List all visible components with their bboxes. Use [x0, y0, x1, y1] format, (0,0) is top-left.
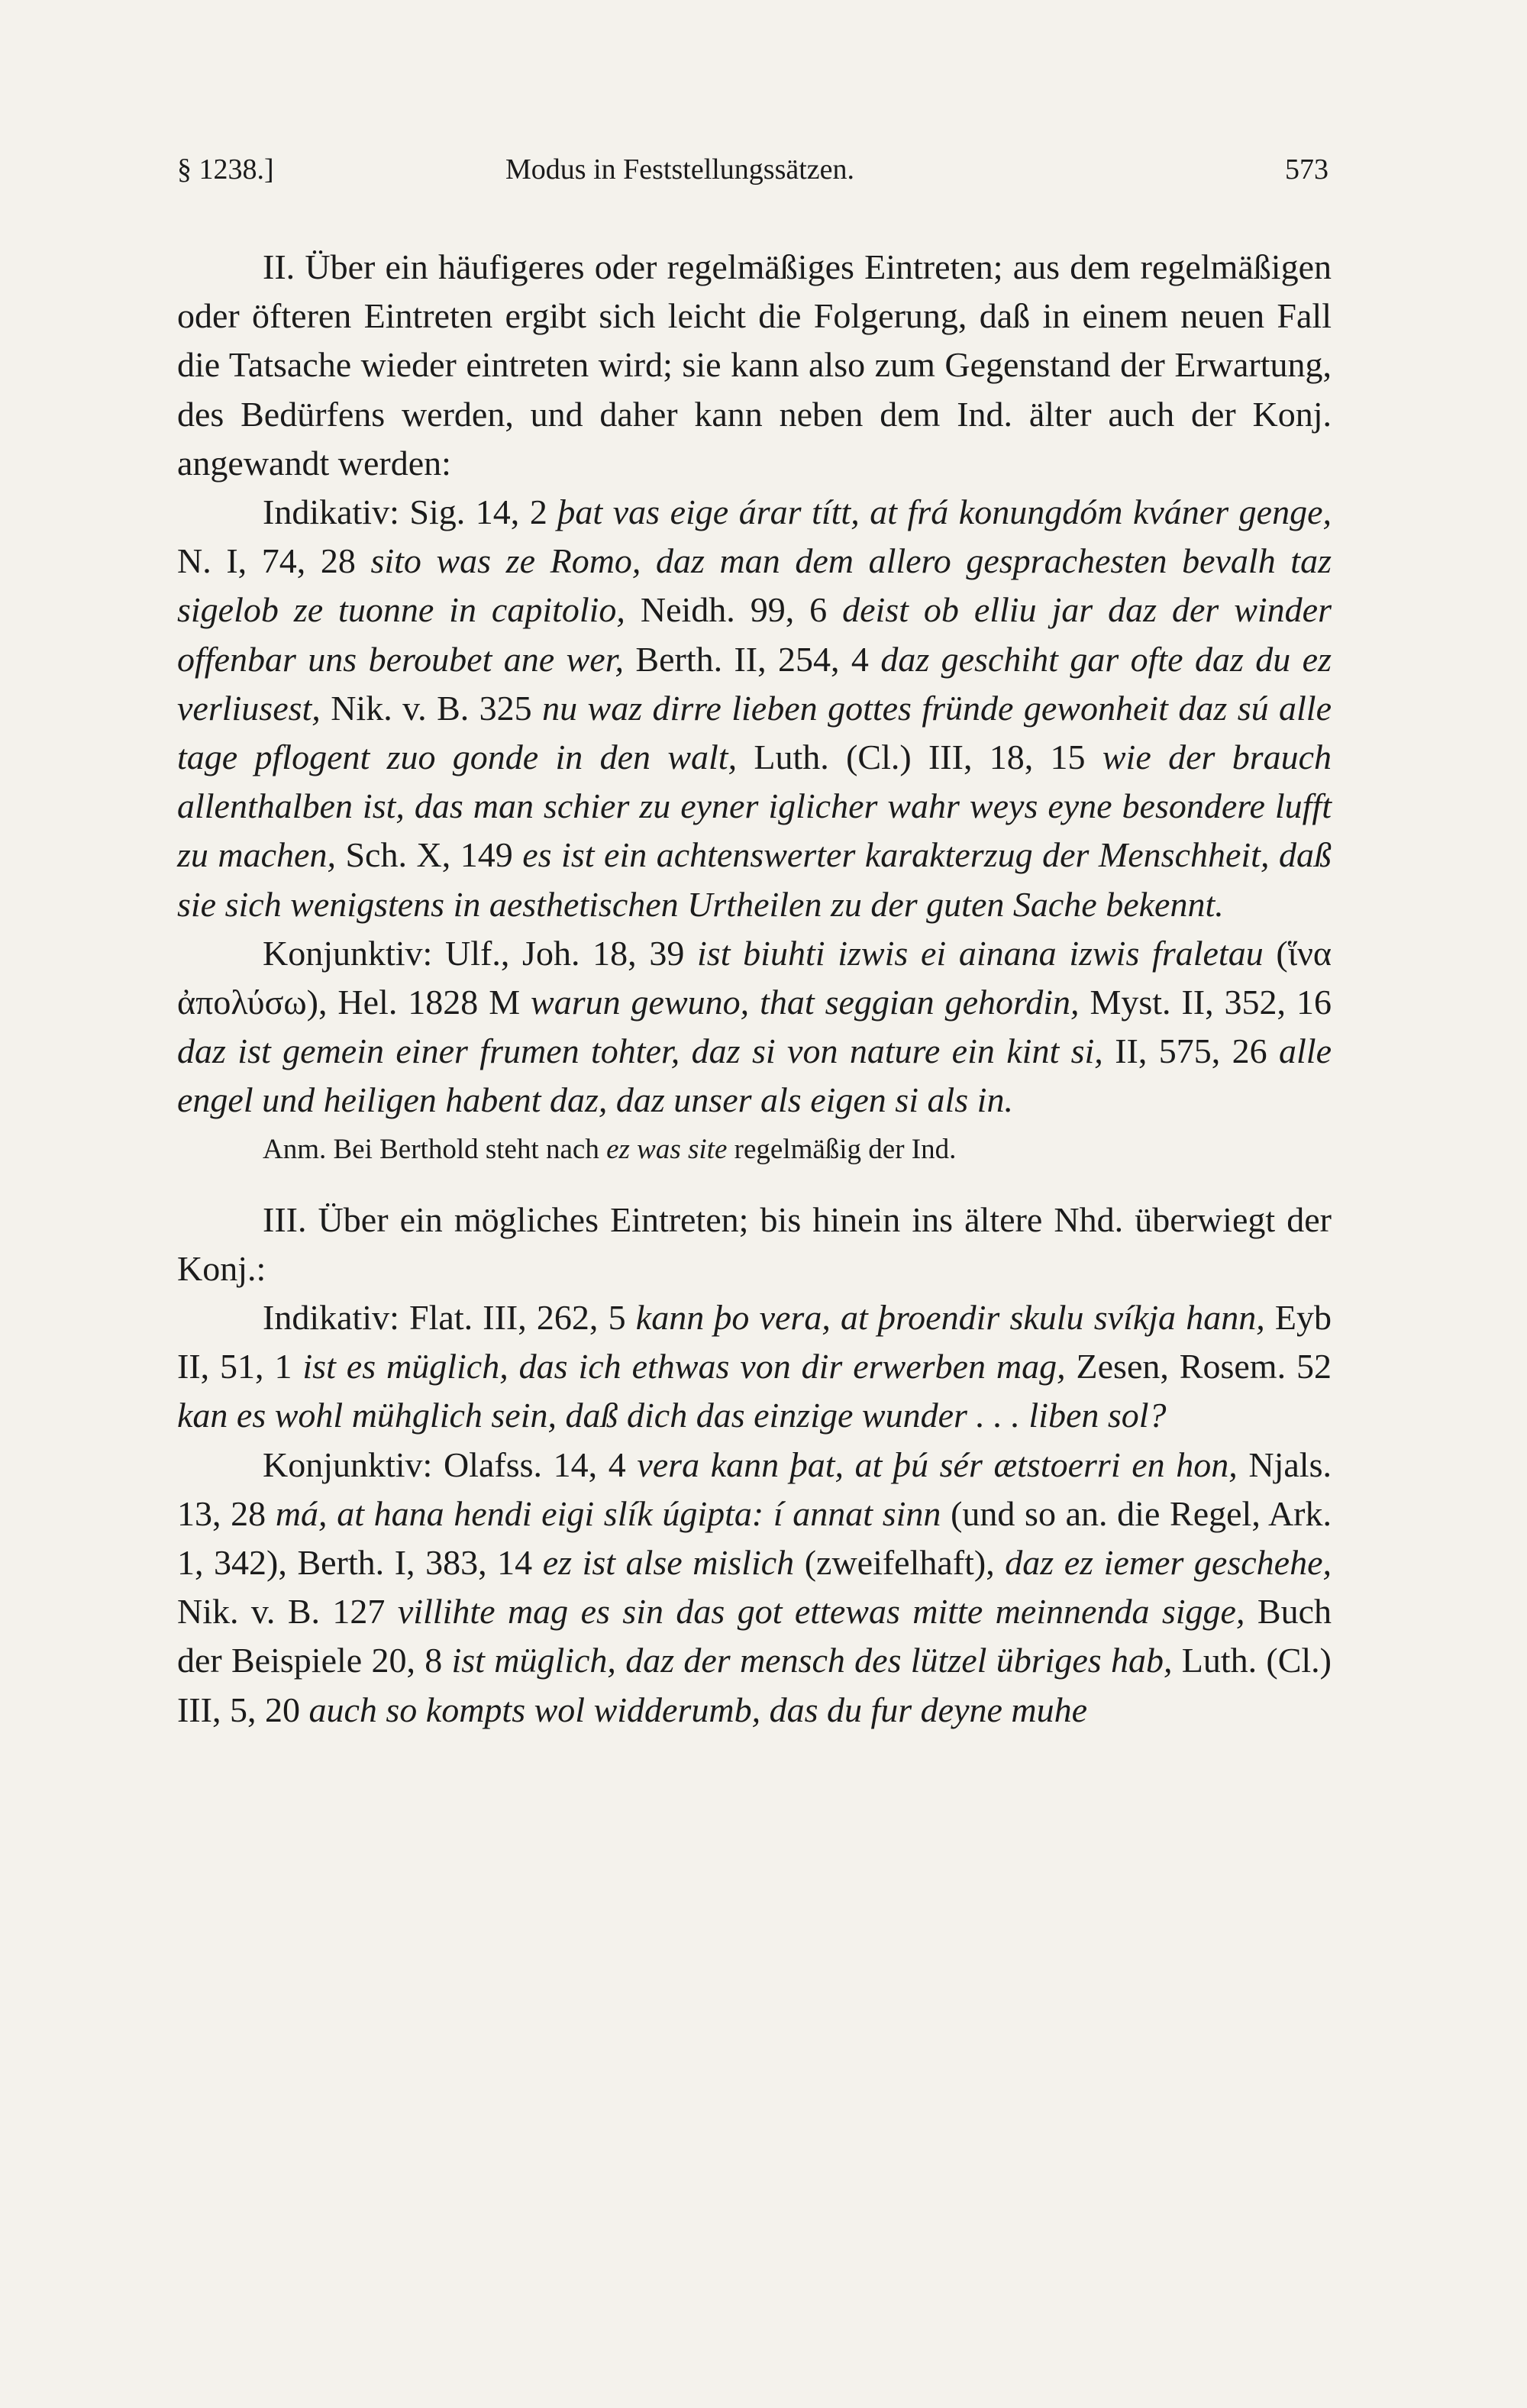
paragraph-ii: II. Über ein häufigeres oder regelmäßiges Eintreten; aus dem regelmäßigen oder öfteren Eintreten ergibt sich leicht die Folgerung, daß in einem neuen Fall die Tatsache wieder eintreten wird; sie kann also zum Gegenstand der Erwartung, des Bedürfens werden, und daher kann neben dem Ind. älter auch der Konj. angewandt werden: [177, 247, 1332, 483]
quotation: þat vas eige árar títt, at frá konungdóm kváner genge, [557, 492, 1332, 532]
text-run: (und so an. die Regel, Ark. 1, 342), Berth. I, 383, 14 [177, 1493, 1332, 1583]
quotation: auch so kompts wol widderumb, das du fur deyne muhe [308, 1690, 1088, 1729]
paragraph-indikativ-ii [177, 488, 1332, 929]
text-run: Konjunktiv: Olafss. 14, 4 [263, 1444, 638, 1484]
quotation: má, at hana hendi eigi slík úgipta: í annat sinn [275, 1493, 941, 1533]
text-run: Indikativ: Flat. III, 262, 5 [263, 1298, 636, 1338]
quotation: es ist ein achtenswerter karakterzug der Menschheit, daß sie sich wenigstens in aesthetischen Urtheilen zu der guten Sache bekennt. [177, 835, 1332, 924]
annotation-note [177, 1127, 1332, 1173]
note-label: Anm. [263, 1133, 327, 1165]
text-run: Luth. (Cl.) III, 18, 15 [737, 738, 1102, 777]
text-run: Nik. v. B. 127 [177, 1592, 398, 1632]
text-run: regelmäßig der Ind. [727, 1133, 957, 1165]
quotation: daz geschiht gar ofte daz du ez verliusest, [177, 639, 1332, 728]
quotation: daz ez iemer geschehe, [1005, 1543, 1332, 1583]
quotation: warun gewuno, that seggian gehordin, [531, 983, 1080, 1022]
text-run: II, 575, 26 [1102, 1031, 1280, 1071]
quotation: sito was ze Romo, daz man dem allero gesprachesten bevalh taz sigelob ze tuonne in capitolio, [177, 541, 1332, 630]
text-run: Bei Berthold steht nach [326, 1133, 607, 1165]
paragraph-konjunktiv-ii [177, 929, 1332, 1125]
section-reference: § 1238.] [177, 153, 274, 186]
text-run: Sch. X, 149 [335, 835, 523, 875]
quotation: kan es wohl mühglich sein, daß dich das einzige wunder . . . liben sol? [177, 1396, 1167, 1435]
quotation: ez ist alse mislich [542, 1543, 795, 1583]
page-body [177, 243, 1332, 1735]
text-run: Buch der Beispiele 20, 8 [177, 1592, 1332, 1680]
text-run: (ἵνα ἀπολύσω), Hel. 1828 M [177, 933, 1332, 1022]
page-number: 573 [1285, 153, 1328, 186]
text-run: (zweifelhaft), [794, 1543, 1006, 1583]
text-run: N. I, 74, 28 [177, 541, 371, 581]
quotation: nu waz dirre lieben gottes fründe gewonheit daz sú alle tage pflogent zuo gonde in den walt, [177, 688, 1332, 777]
quotation: wie der brauch allenthalben ist, das man schier zu eyner iglicher wahr weys eyne besondere lufft zu machen, [177, 738, 1332, 875]
running-head [177, 153, 1328, 199]
quotation: ez was site [606, 1133, 728, 1165]
text-run: Berth. II, 254, 4 [624, 639, 881, 679]
quotation: vera kann þat, at þú sér ætstoerri en hon, [637, 1444, 1238, 1484]
quotation: kann þo vera, at þroendir skulu svíkja hann, [635, 1298, 1265, 1338]
paragraph-iii: III. Über ein mögliches Eintreten; bis hinein ins ältere Nhd. überwiegt der Konj.: [177, 1199, 1332, 1288]
text-run: Njals. 13, 28 [177, 1444, 1332, 1533]
paragraph-konjunktiv-iii [177, 1441, 1332, 1735]
text-run: Konjunktiv: Ulf., Joh. 18, 39 [263, 933, 698, 973]
text-run: Nik. v. B. 325 [320, 688, 543, 728]
running-title: Modus in Feststellungssätzen. [505, 153, 855, 186]
quotation: ist müglich, daz der mensch des lützel übriges hab, [451, 1641, 1173, 1680]
quotation: alle engel und heiligen habent daz, daz unser als eigen si als in. [177, 1031, 1332, 1120]
quotation: ist biuhti izwis ei ainana izwis fraletau [697, 933, 1264, 973]
text-run: Myst. II, 352, 16 [1079, 983, 1332, 1022]
quotation: daz ist gemein einer frumen tohter, daz si von nature ein kint si, [177, 1031, 1103, 1071]
text-run: Eyb II, 51, 1 [177, 1298, 1332, 1386]
text-run: Neidh. 99, 6 [625, 590, 843, 630]
paragraph-indikativ-iii [177, 1293, 1332, 1441]
quotation: villihte mag es sin das got ettewas mitte meinnenda sigge, [397, 1592, 1245, 1632]
text-run: Indikativ: Sig. 14, 2 [263, 492, 558, 532]
text-run: Zesen, Rosem. 52 [1065, 1347, 1332, 1386]
quotation: deist ob elliu jar daz der winder offenbar uns beroubet ane wer, [177, 590, 1332, 679]
text-run: Luth. (Cl.) III, 5, 20 [177, 1641, 1332, 1729]
quotation: ist es müglich, das ich ethwas von dir erwerben mag, [302, 1347, 1066, 1386]
